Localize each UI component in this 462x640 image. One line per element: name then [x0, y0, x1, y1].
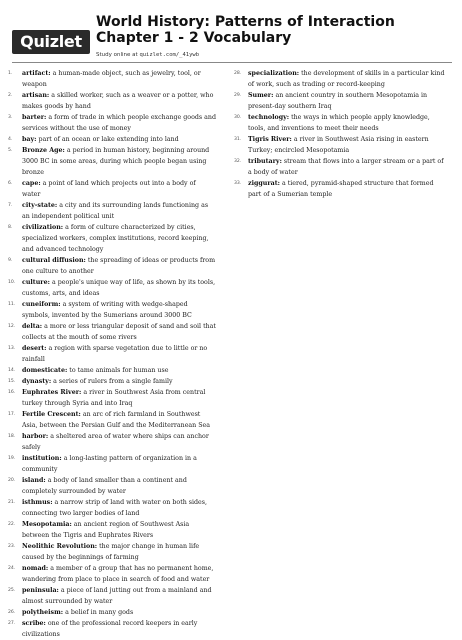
entry-term: artisan:: [22, 92, 50, 99]
entry-definition: a narrow strip of land with water on both sides, connecting two larger bodies of land: [22, 499, 208, 517]
entry-term: Mesopotamia:: [22, 521, 72, 528]
entry-definition: a human-made object, such as jewelry, tool, or weapon: [22, 70, 201, 88]
entry-definition: a form of trade in which people exchange goods and services without the use of money: [22, 114, 216, 132]
vocab-entry: [8, 90, 216, 112]
entry-term: delta:: [22, 323, 43, 330]
vocab-entry: [8, 200, 216, 222]
entry-definition: a period in human history, beginning around 3000 BC in some areas, during which people began using bronze: [22, 147, 210, 176]
entry-definition: a body of land smaller than a continent and completely surrounded by water: [22, 477, 187, 495]
vocab-entry: [8, 68, 216, 90]
vocab-entry: [8, 387, 216, 409]
entry-term: isthmus:: [22, 499, 53, 506]
vocab-entry: [8, 376, 216, 387]
entry-term: Tigris River:: [248, 136, 292, 143]
entry-term: island:: [22, 477, 46, 484]
entry-number: 25.: [8, 588, 16, 593]
vocab-entry: [8, 277, 216, 299]
entry-definition: a sheltered area of water where ships can anchor safely: [22, 433, 209, 451]
vocab-entry: [234, 178, 448, 200]
vocab-entry: [8, 453, 216, 475]
entry-number: 31.: [234, 137, 242, 142]
entry-term: scribe:: [22, 620, 46, 627]
entry-definition: an ancient country in southern Mesopotamia in present-day southern Iraq: [248, 92, 428, 110]
study-url[interactable]: quizlet.com/_41ywb: [139, 52, 200, 58]
entry-definition: a region with sparse vegetation due to little or no rainfall: [22, 345, 208, 363]
entry-term: cape:: [22, 180, 41, 187]
vocab-entry: [234, 90, 448, 112]
entry-number: 13.: [8, 346, 16, 351]
entry-number: 33.: [234, 181, 242, 186]
vocab-entry: [8, 409, 216, 431]
entry-term: specialization:: [248, 70, 300, 77]
entry-number: 28.: [234, 71, 242, 76]
vocab-entry: [234, 156, 448, 178]
entry-definition: stream that flows into a larger stream or a part of a body of water: [248, 158, 444, 176]
entry-number: 17.: [8, 412, 16, 417]
entry-number: 3.: [8, 115, 13, 120]
entry-number: 2.: [8, 93, 13, 98]
entry-definition: part of an ocean or lake extending into land: [36, 136, 179, 143]
entry-term: bay:: [22, 136, 37, 143]
entry-number: 19.: [8, 456, 16, 461]
entry-number: 10.: [8, 280, 16, 285]
entry-definition: a piece of land jutting out from a mainland and almost surrounded by water: [22, 587, 212, 605]
entry-term: artifact:: [22, 70, 51, 77]
entry-definition: a belief in many gods: [63, 609, 134, 616]
vocab-entry: [8, 563, 216, 585]
entry-term: polytheism:: [22, 609, 64, 616]
entry-term: domesticate:: [22, 367, 68, 374]
entry-number: 23.: [8, 544, 16, 549]
vocab-entry: [8, 178, 216, 200]
entry-number: 14.: [8, 368, 16, 373]
entry-definition: a system of writing with wedge-shaped symbols, invented by the Sumerians around 3000 BC: [22, 301, 192, 319]
entry-definition: an ancient region of Southwest Asia between the Tigris and Euphrates Rivers: [22, 521, 190, 539]
entry-definition: a point of land which projects out into a body of water: [22, 180, 196, 198]
entry-number: 8.: [8, 225, 13, 230]
vocab-entry: [8, 519, 216, 541]
entry-definition: a people's unique way of life, as shown by its tools, customs, arts, and ideas: [22, 279, 216, 297]
vocab-entry: [8, 343, 216, 365]
vocab-entry: [8, 365, 216, 376]
entry-definition: to tame animals for human use: [67, 367, 169, 374]
entry-term: cuneiform:: [22, 301, 61, 308]
entry-definition: a river in Southwest Asia rising in eastern Turkey; encircled Mesopotamia: [248, 136, 429, 154]
entry-number: 29.: [234, 93, 242, 98]
vocab-entry: [8, 222, 216, 255]
entry-term: culture:: [22, 279, 50, 286]
entry-term: harbor:: [22, 433, 49, 440]
vocab-entry: [234, 112, 448, 134]
entry-definition: a tiered, pyramid-shaped structure that formed part of a Sumerian temple: [248, 180, 434, 198]
entry-term: technology:: [248, 114, 290, 121]
vocab-entry: [8, 497, 216, 519]
entry-definition: a city and its surrounding lands functioning as an independent political unit: [22, 202, 209, 220]
vocab-entry: [8, 112, 216, 134]
vocab-entry: [8, 475, 216, 497]
quizlet-logo: Quizlet: [12, 30, 90, 54]
entry-number: 16.: [8, 390, 16, 395]
entry-term: institution:: [22, 455, 62, 462]
entry-definition: the ways in which people apply knowledge, tools, and inventions to meet their needs: [248, 114, 430, 132]
entry-term: Neolithic Revolution:: [22, 543, 98, 550]
vocab-entry: [8, 134, 216, 145]
entry-definition: a more or less triangular deposit of sand and soil that collects at the mouth of some rivers: [22, 323, 216, 341]
entry-definition: the major change in human life caused by the beginnings of farming: [22, 543, 200, 561]
entry-number: 15.: [8, 379, 16, 384]
entry-number: 30.: [234, 115, 242, 120]
vocab-entry: [8, 255, 216, 277]
entry-term: Bronze Age:: [22, 147, 65, 154]
entry-definition: one of the professional record keepers in early civilizations: [22, 620, 198, 638]
entry-number: 7.: [8, 203, 13, 208]
vocab-entry: [8, 321, 216, 343]
entry-number: 18.: [8, 434, 16, 439]
entry-definition: a skilled worker, such as a weaver or a potter, who makes goods by hand: [22, 92, 214, 110]
vocab-entry: [8, 145, 216, 178]
vocab-entry: [8, 299, 216, 321]
entry-number: 27.: [8, 621, 16, 626]
entry-definition: a series of rulers from a single family: [51, 378, 173, 385]
entry-definition: a member of a group that has no permanent home, wandering from place to place in search of food and water: [22, 565, 214, 583]
entry-term: barter:: [22, 114, 47, 121]
entry-definition: a river in Southwest Asia from central turkey through Syria and into Iraq: [22, 389, 206, 407]
entry-term: nomad:: [22, 565, 49, 572]
terms-column-right: [234, 68, 448, 200]
entry-number: 6.: [8, 181, 13, 186]
entry-number: 9.: [8, 258, 13, 263]
entry-definition: a form of culture characterized by cities, specialized workers, complex institutions, record keeping, and advanced technology: [22, 224, 209, 253]
entry-number: 32.: [234, 159, 242, 164]
entry-term: civilization:: [22, 224, 64, 231]
entry-term: Fertile Crescent:: [22, 411, 81, 418]
entry-term: Euphrates River:: [22, 389, 82, 396]
entry-number: 21.: [8, 500, 16, 505]
study-prefix: Study online at: [96, 52, 138, 58]
entry-term: Sumer:: [248, 92, 274, 99]
vocab-entry: [234, 134, 448, 156]
entry-number: 12.: [8, 324, 16, 329]
vocab-entry: [8, 585, 216, 607]
entry-term: dynasty:: [22, 378, 52, 385]
entry-term: cultural diffusion:: [22, 257, 86, 264]
entry-definition: the spreading of ideas or products from one culture to another: [22, 257, 216, 275]
entry-number: 11.: [8, 302, 16, 307]
vocab-entry: [8, 607, 216, 618]
entry-definition: an arc of rich farmland in Southwest Asia, between the Persian Gulf and the Mediterranean Sea: [22, 411, 211, 429]
vocab-entry: [234, 68, 448, 90]
entry-number: 1.: [8, 71, 13, 76]
entry-term: tributary:: [248, 158, 282, 165]
entry-number: 5.: [8, 148, 13, 153]
study-online-line: [96, 52, 396, 58]
vocab-entry: [8, 431, 216, 453]
page-header: [12, 10, 452, 62]
entry-number: 4.: [8, 137, 13, 142]
page-title: World History: Patterns of Interaction Chapter 1 - 2 Vocabulary: [96, 14, 395, 46]
entry-term: peninsula:: [22, 587, 59, 594]
entry-term: city-state:: [22, 202, 58, 209]
entry-term: ziggurat:: [248, 180, 280, 187]
entry-definition: a long-lasting pattern of organization in a community: [22, 455, 197, 473]
entry-definition: the development of skills in a particular kind of work, such as trading or record-keeping: [248, 70, 445, 88]
vocab-entry: [8, 541, 216, 563]
header-divider: [12, 62, 452, 63]
entry-number: 22.: [8, 522, 16, 527]
vocab-entry: [8, 618, 216, 640]
entry-term: desert:: [22, 345, 47, 352]
entry-number: 26.: [8, 610, 16, 615]
terms-column-left: [8, 68, 216, 640]
entry-number: 20.: [8, 478, 16, 483]
entry-number: 24.: [8, 566, 16, 571]
